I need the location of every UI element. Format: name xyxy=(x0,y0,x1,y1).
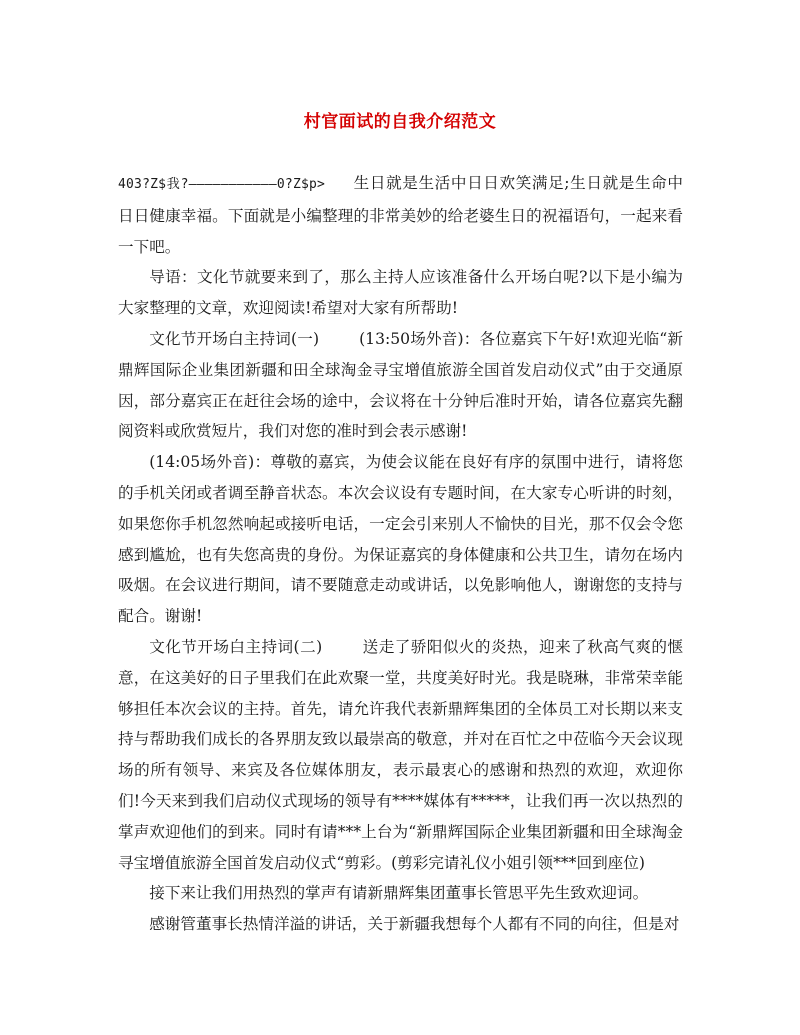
section-one-body: (13:50场外音)：各位嘉宾下午好!欢迎光临“新鼎辉国际企业集团新疆和田全球淘金寻宝增值旅游全国首发启动仪式”由于交通原因，部分嘉宾正在赶往会场的途中，会议将在十分钟后准时开始，请各位嘉宾先翻阅资料或欣赏短片，我们对您的准时到会表示感谢! xyxy=(118,329,683,441)
intro-line1-text: 生日就是生活中日日欢笑满足; xyxy=(353,174,570,192)
section-one-heading: 文化节开场白主持词(一) xyxy=(149,329,320,348)
closing-paragraph: 感谢管董事长热情洋溢的讲话，关于新疆我想每个人都有不同的向往，但是对 xyxy=(149,915,680,934)
document-title: 村官面试的自我介绍范文 xyxy=(303,112,497,132)
chairman-paragraph: 接下来让我们用热烈的掌声有请新鼎辉集团董事长管思平先生致欢迎词。 xyxy=(149,884,649,903)
section-two-body: 送走了骄阳似火的炎热，迎来了秋高气爽的惬意，在这美好的日子里我们在此欢聚一堂，共度美好时光。我是晓琳，非常荣幸能够担任本次会议的主持。首先，请允许我代表新鼎辉集团的全体员工对长期以来支持与帮助我们成长的各界朋友致以最崇高的敬意，并对在百忙之中莅临今天会议现场的所有领导、来宾及各位媒体朋友，表示最衷心的感谢和热烈的欢迎，欢迎你们!今天来到我们启动仪式现场的领导有****媒体有*****，让我们再一次以热烈的掌声欢迎他们的到来。同时有请***上台为“新鼎辉国际企业集团新疆和田全球淘金寻宝增值旅游全国首发启动仪式“剪彩。(剪彩完请礼仪小姐引领***回到座位) xyxy=(118,637,683,872)
intro-paragraph xyxy=(118,168,683,262)
intro-rest-text: 生日就是生命中日日健康幸福。下面就是小编整理的非常美妙的给老婆生日的祝福语句，一起来看一下吧。 xyxy=(118,174,683,256)
lead-paragraph: 导语：文化节就要来到了，那么主持人应该准备什么开场白呢?以下是小编为大家整理的文章，欢迎阅读!希望对大家有所帮助! xyxy=(118,268,683,318)
garbled-text: 403?Z$我?———————————0?Z$p> xyxy=(118,177,326,192)
intro-first-line xyxy=(118,174,570,192)
section-two-paragraph xyxy=(118,632,683,878)
section-one-paragraph xyxy=(118,324,683,447)
announcement-paragraph: (14:05场外音)：尊敬的嘉宾，为使会议能在良好有序的氛围中进行，请将您的手机关闭或者调至静音状态。本次会议设有专题时间，在大家专心听讲的时刻，如果您你手机忽然响起或接听电话，一定会引来别人不愉快的目光，那不仅会令您感到尴尬，也有失您高贵的身份。为保证嘉宾的身体健康和公共卫生，请勿在场内吸烟。在会议进行期间，请不要随意走动或讲话，以免影响他人，谢谢您的支持与配合。谢谢! xyxy=(118,453,683,626)
section-two-heading: 文化节开场白主持词(二) xyxy=(149,637,323,656)
document-body xyxy=(118,168,683,940)
